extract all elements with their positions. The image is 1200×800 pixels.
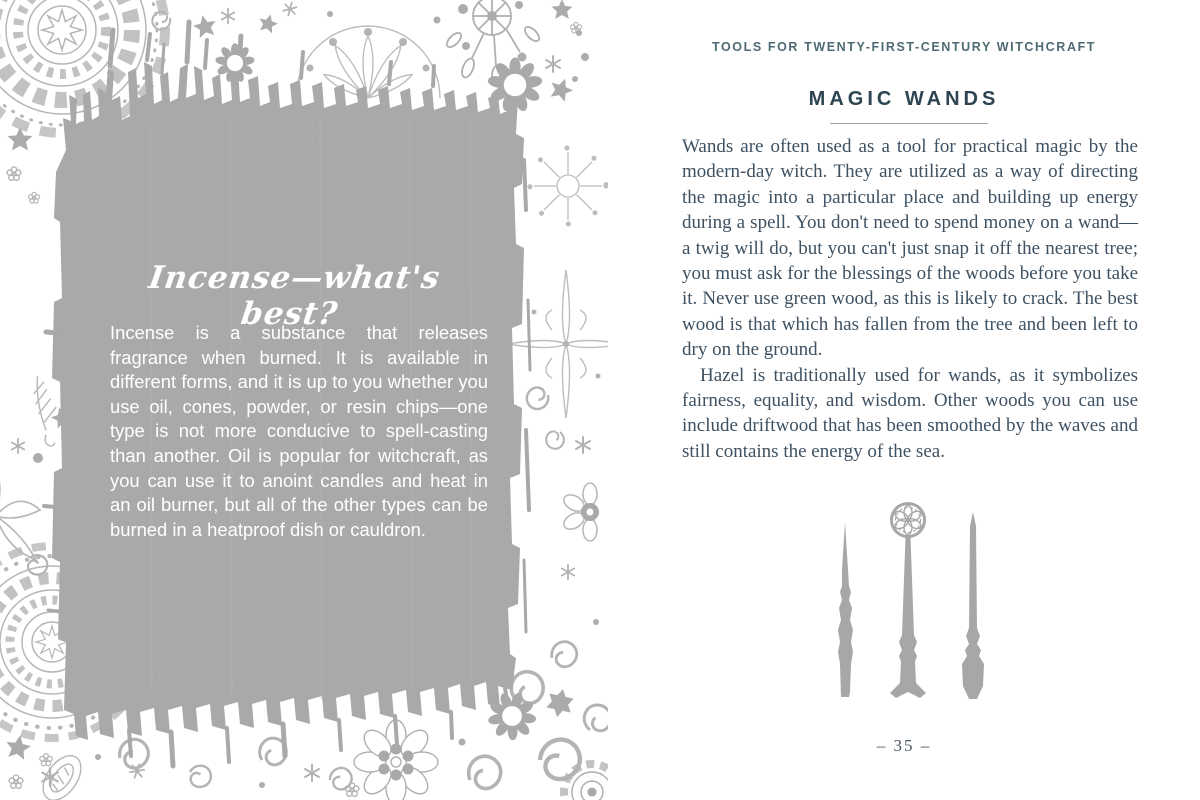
wand-middle (890, 537, 926, 698)
body-copy (682, 134, 1138, 464)
title-divider (830, 123, 988, 124)
dandelion-doodle (530, 148, 606, 224)
donut-flower-doodle (561, 483, 599, 541)
cross-star-doodle (508, 270, 608, 418)
callout-body: Incense is a substance that releases fragrance when burned. It is available in different forms, and it is up to you whether you use oil, cones, powder, or resin chips—one type is not more conducive to spell-casting than another. Oil is popular for witchcraft, as you can use it to anoint candles and heat in an oil burner, but all of the other types can be burned in a heatproof dish or cauldron. (110, 322, 488, 540)
wands-illustration (830, 500, 990, 712)
wand-left (838, 522, 853, 697)
page-number: – 35 – (876, 736, 932, 755)
wand-rosette (892, 504, 925, 537)
running-header: TOOLS FOR TWENTY-FIRST-CENTURY WITCHCRAFT (711, 40, 1097, 54)
wand-right (962, 512, 984, 699)
concentric-flower-doodle (564, 764, 608, 800)
section-title: MAGIC WANDS (808, 88, 1000, 110)
callout-heading: Incense—what's best? (146, 260, 443, 332)
right-page (608, 0, 1200, 800)
paragraph-1: Wands are often used as a tool for practical magic by the modern-day witch. They are utilized as a way of directing the magic into a particular place and building up energy during a spell. You don't need to spend money on a wand—a twig will do, but you can't just snap it off the nearest tree; you must ask for the blessings of the woods before you take it. Never use green wood, as this is likely to crack. The best wood is that which has fallen from the tree and been left to dry on the ground. (682, 136, 1138, 361)
paragraph-2: Hazel is traditionally used for wands, as it symbolizes fairness, equality, and wisdom. Other woods you can use include driftwood that has been smoothed by the waves and still contains the energy of the sea. (682, 364, 1138, 462)
